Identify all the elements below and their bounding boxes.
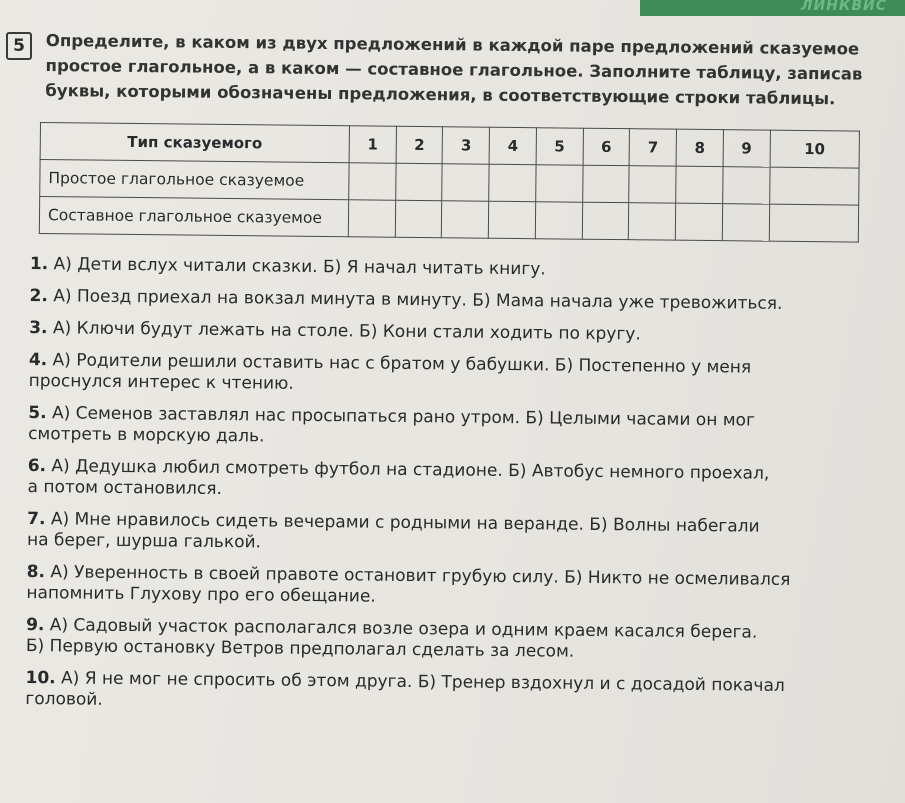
answer-cell[interactable] [676, 166, 723, 203]
item-number: 6. [27, 455, 47, 477]
row-label-simple: Простое глагольное сказуемое [40, 160, 349, 200]
answer-cell[interactable] [769, 167, 859, 205]
item-text-continued: а потом остановился. [27, 476, 223, 500]
list-item [28, 403, 878, 454]
item-text-continued: напомнить Глухову про его обещание. [26, 582, 376, 607]
item-text: А) Поезд приехал на вокзал минута в минуту. Б) Мама начала уже тревожиться. [53, 286, 783, 314]
list-item [26, 615, 876, 666]
list-item [30, 254, 880, 284]
item-text: А) Семенов заставлял нас просыпаться рано утром. Б) Целыми часами он мог [51, 403, 756, 431]
answer-table [39, 122, 860, 243]
item-text: А) Дети вслух читали сказки. Б) Я начал читать книгу. [53, 254, 546, 280]
column-header: 6 [583, 128, 630, 165]
answer-cell[interactable] [442, 164, 489, 201]
item-number: 4. [28, 349, 48, 371]
column-header: 9 [723, 130, 770, 167]
column-header: 3 [443, 127, 490, 164]
item-text: А) Садовый участок располагался возле озера и одним краем касался берега. [49, 615, 758, 643]
item-number: 1. [29, 254, 49, 275]
item-text: А) Мне нравилось сидеть вечерами с родными на веранде. Б) Волны набегали [50, 509, 760, 537]
answer-cell[interactable] [489, 201, 536, 238]
column-header: 4 [489, 127, 536, 164]
answer-cell[interactable] [629, 166, 676, 203]
answer-cell[interactable] [395, 200, 442, 237]
table-header-type: Тип сказуемого [40, 123, 349, 163]
sentence-list [25, 254, 880, 730]
answer-cell[interactable] [675, 203, 722, 240]
item-text-continued: головой. [25, 688, 103, 710]
task-instruction [45, 28, 876, 112]
instruction-line: буквы, которыми обозначены предложения, в соответствующие строки таблицы. [45, 80, 836, 109]
instruction-line: простое глагольное, а в каком — составное глагольное. Заполните таблицу, записав [45, 55, 863, 84]
item-text: А) Уверенность в своей правоте остановит грубую силу. Б) Никто не осмеливался [50, 562, 791, 590]
list-item [29, 318, 879, 348]
item-number: 8. [26, 561, 46, 583]
answer-cell[interactable] [489, 164, 536, 201]
item-text: А) Дедушка любил смотреть футбол на стадионе. Б) Автобус немного проехал, [51, 456, 770, 484]
answer-cell[interactable] [349, 163, 396, 200]
column-header: 7 [629, 129, 676, 166]
list-item [27, 509, 877, 560]
column-header: 10 [770, 130, 860, 168]
page-top-strip [640, 0, 905, 16]
item-number: 7. [27, 508, 46, 530]
item-text-continued: Б) Первую остановку Ветров предполагал сделать за лесом. [25, 635, 575, 662]
answer-cell[interactable] [722, 204, 769, 241]
answer-cell[interactable] [769, 204, 859, 242]
list-item [26, 562, 876, 613]
list-item [29, 350, 879, 401]
item-number: 2. [29, 285, 48, 307]
table-row [39, 197, 858, 243]
answer-cell[interactable] [723, 167, 770, 204]
list-item [25, 668, 875, 719]
item-text: А) Родители решили оставить нас с братом у бабушки. Б) Постепенно у меня [52, 350, 752, 378]
answer-cell[interactable] [582, 202, 629, 239]
item-text-continued: смотреть в морскую даль. [28, 423, 265, 447]
answer-cell[interactable] [536, 165, 583, 202]
answer-cell[interactable] [629, 203, 676, 240]
item-number: 3. [29, 317, 48, 339]
column-header: 1 [349, 126, 396, 163]
answer-cell[interactable] [442, 201, 489, 238]
item-number: 10. [25, 667, 56, 689]
answer-cell[interactable] [395, 163, 442, 200]
item-text: А) Ключи будут лежать на столе. Б) Кони стали ходить по кругу. [52, 318, 641, 345]
column-header: 2 [396, 126, 443, 163]
column-header: 5 [536, 128, 583, 165]
instruction-line: Определите, в каком из двух предложений в каждой паре предложений сказуемое [45, 30, 860, 59]
answer-cell[interactable] [582, 165, 629, 202]
task-number: 5 [6, 32, 32, 60]
answer-cell[interactable] [348, 200, 395, 237]
item-number: 9. [26, 614, 45, 636]
answer-cell[interactable] [535, 202, 582, 239]
item-text-continued: проснулся интерес к чтению. [28, 370, 294, 394]
item-number: 5. [28, 402, 47, 424]
list-item [29, 286, 879, 316]
item-text: А) Я не мог не спросить об этом друга. Б) Тренер вздохнул и с досадой покачал [60, 668, 785, 696]
column-header: 8 [676, 129, 723, 166]
header-badge: ЛИНКВИС [800, 0, 887, 14]
item-text-continued: на берег, шурша галькой. [26, 529, 262, 553]
list-item [27, 456, 877, 507]
row-label-compound: Составное глагольное сказуемое [39, 197, 348, 237]
